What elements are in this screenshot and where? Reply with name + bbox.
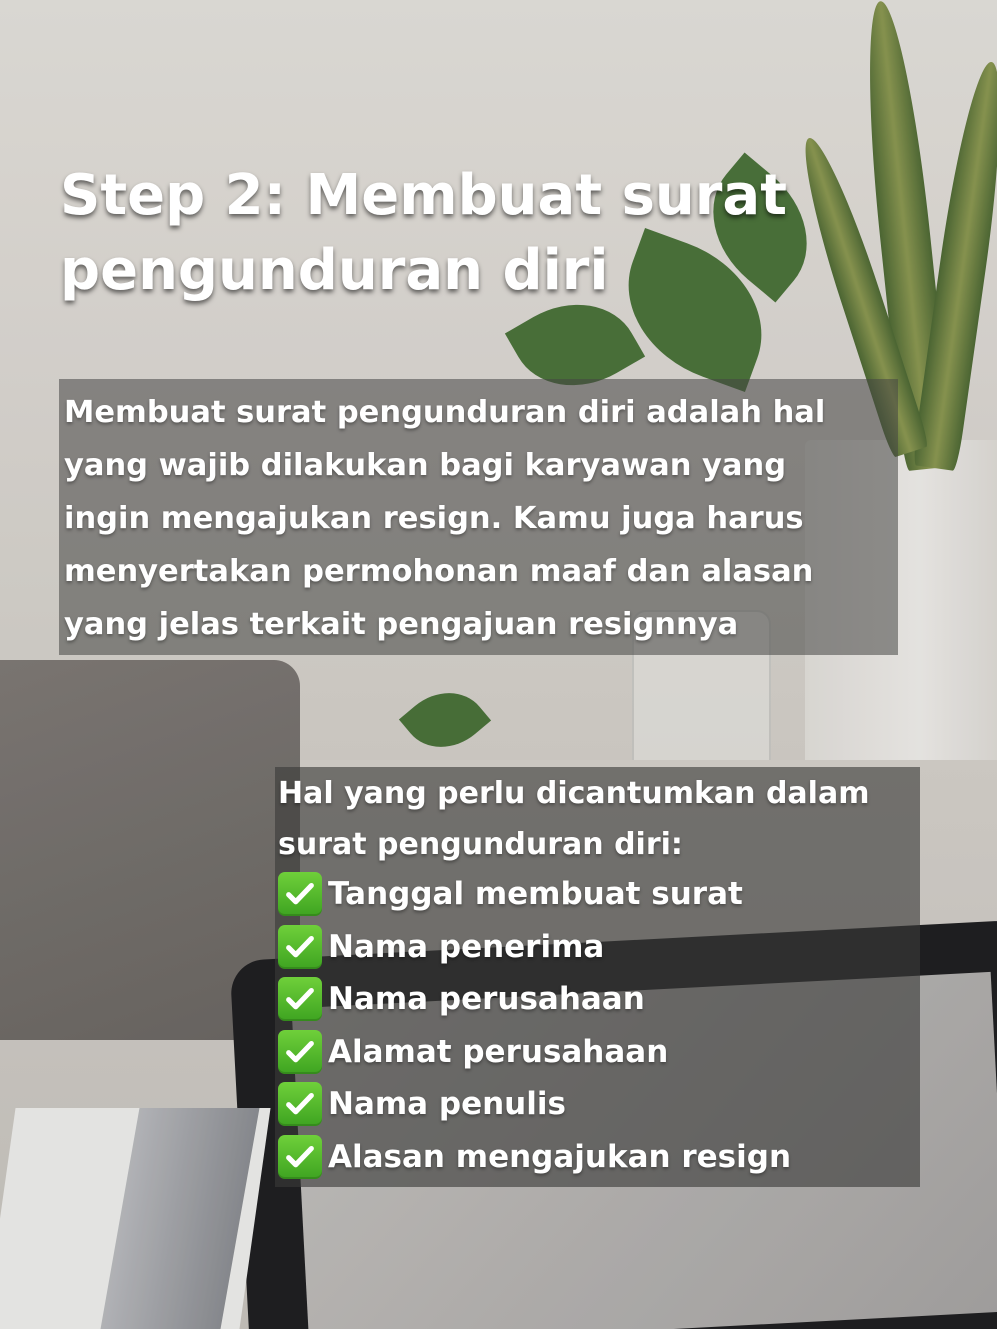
- heading-line: Hal yang perlu dicantumkan dalam: [278, 776, 870, 811]
- intro-line: yang jelas terkait pengajuan resignnya: [64, 607, 739, 642]
- check-mark-button-icon: [278, 1135, 322, 1179]
- list-item-label: Nama penerima: [328, 928, 605, 965]
- check-mark-button-icon: [278, 1030, 322, 1074]
- check-mark-button-icon: [278, 872, 322, 916]
- list-item-label: Nama perusahaan: [328, 981, 645, 1018]
- check-mark-button-icon: [278, 1082, 322, 1126]
- intro-line: Membuat surat pengunduran diri adalah hal: [64, 395, 826, 430]
- list-item-label: Nama penulis: [328, 1086, 566, 1123]
- check-mark-button-icon: [278, 925, 322, 969]
- intro-line: menyertakan permohonan maaf dan alasan: [64, 554, 814, 589]
- list-item-label: Tanggal membuat surat: [328, 876, 743, 913]
- page-title: [60, 158, 820, 308]
- list-item: [278, 1026, 791, 1079]
- list-item: [278, 973, 791, 1026]
- list-item-label: Alamat perusahaan: [328, 1033, 669, 1070]
- list-item: [278, 868, 791, 921]
- check-mark-button-icon: [278, 977, 322, 1021]
- list-item: [278, 1131, 791, 1184]
- checklist-heading: [278, 768, 918, 870]
- checklist: [278, 868, 791, 1183]
- intro-line: yang wajib dilakukan bagi karyawan yang: [64, 448, 787, 483]
- intro-line: ingin mengajukan resign. Kamu juga harus: [64, 501, 804, 536]
- title-line: pengunduran diri: [60, 238, 609, 303]
- list-item: [278, 1078, 791, 1131]
- title-line: Step 2: Membuat surat: [60, 163, 787, 228]
- intro-paragraph: [64, 386, 894, 651]
- heading-line: surat pengunduran diri:: [278, 827, 683, 862]
- list-item-label: Alasan mengajukan resign: [328, 1138, 792, 1175]
- list-item: [278, 921, 791, 974]
